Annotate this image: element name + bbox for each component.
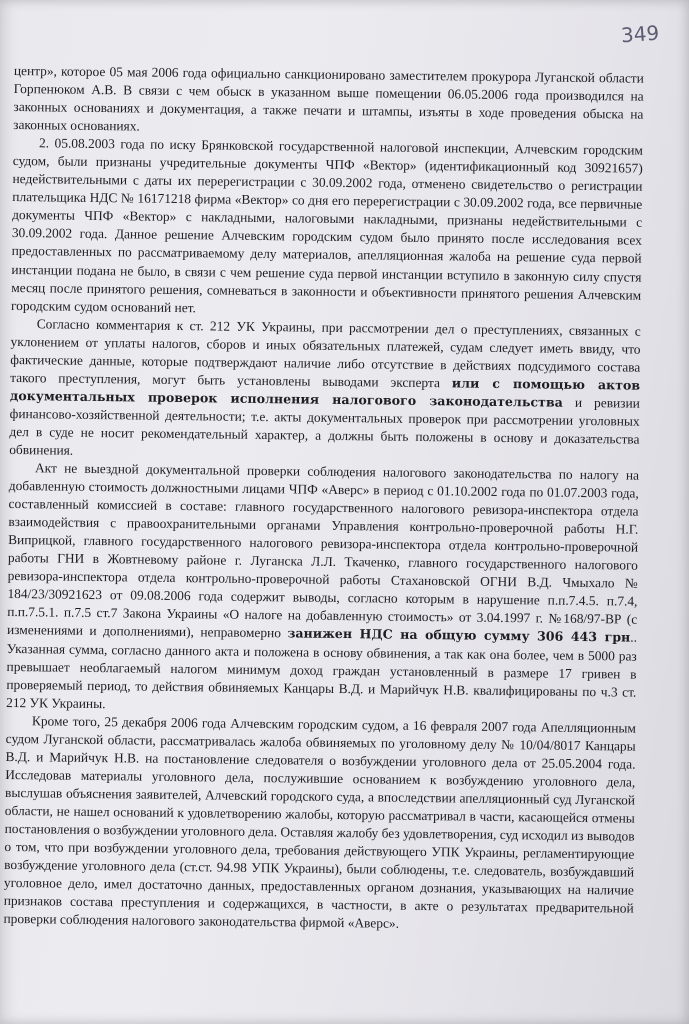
paragraph-4-text-a: Акт не выездной документальной проверки соблюдения налогового законодательства по налогу на добавленную стоимость должностными лицами ЧПФ «Аверс» в период с 01.10.2002 года по 01.07.2003 года, составленный комиссией в составе: главного государственного налогового ревизора-инспектора отдела взаимодействия с правоохранительными органами Управления контрольно-проверочной работы Н.Г. Виприцкой, главного государственного налогового ревизора-инспектора отдела контрольно-проверочной работы ГНИ в Жовтневому районе г. Луганска Л.Л. Ткаченко, главного государственного налогового ревизора-инспектора отдела контрольно-проверочной работы Стахановской ОГНИ В.Д. Чмыхало № 184/23/30921623 от 09.08.2006 года содержит выводы, согласно которым в нарушение п.п.7.4.5. п.7.4, п.п.7.5.1. п.7.5 ст.7 Закона Украины «О налоге на добавленную стоимость» от 3.04.1997 г. №168/97-ВР (с изменениями и дополнениями), неправомерно xyxy=(6,460,640,641)
document-body xyxy=(3,62,644,936)
paragraph-3 xyxy=(9,315,641,467)
paragraph-2: 2. 05.08.2003 года по иску Брянковской государственной налоговой инспекции, Алчевским городским судом, были признаны учредительные документы ЧПФ «Вектор» (идентификационный код 30921657) недействительными с даты их перерегистрации с 30.09.2002 года, отменено свидетельство о регистрации плательщика НДС № 16171218 фирма «Вектор» со дня его перерегистрации с 30.09.2002 года, все первичные документы ЧПФ «Вектор» с накладными, налоговыми накладными, признаны недействительными с 30.09.2002 года. Данное решение Алчевским городским судом было принято после исследования всех предоставленных по рассматриваемому делу материалов, апелляционная жалоба на решение суда первой инстанции подана не было, в связи с чем решение суда первой инстанции вступило в законную силу спустя месяц после принятого решения, сомневаться в законности и объективности принятого решения Алчевским городским судом оснований нет. xyxy=(10,135,644,315)
handwritten-page-number: 349 xyxy=(620,20,660,48)
paragraph-1: центр», которое 05 мая 2006 года официально санкционировано заместителем прокурора Луганской области Горпенюком А.В. В связи с чем обыск в указанном выше помещении 06.05.2006 года производился на законных основаниях и документация, а также печати и штампы, изъяты в ходе проведения обыска на законных основаниях. xyxy=(13,62,644,134)
paragraph-3-bold: или с помощью актов документальных проверок исполнения налогового законодательства xyxy=(9,375,641,410)
paragraph-4 xyxy=(6,459,639,719)
paragraph-3-text-a: Согласно комментария к ст. 212 УК Украины, при рассмотрении дел о преступлениях, связанных с уклонением от уплаты налогов, сборов и иных обязательных платежей, судам следует иметь ввиду, что фактические данные, которые подтверждают наличие либо отсутствие в действиях подсудимого состава такого преступления, могут быть установлены выводами эксперта xyxy=(10,315,641,391)
paragraph-4-text-b: .. Указанная сумма, согласно данного акта и положена в основу обвинения, а так как она более, чем в 5000 раз превышает необлагаемый налогом минимум доход граждан установленный в размере 17 гривен в проверяемый период, то действия обвиняемых Канцары В.Д. и Марийчук Н.В. квалифицированы по ч.3 ст. 212 УК Украины. xyxy=(6,630,638,711)
paragraph-4-bold: занижен НДС на общую сумму 306 443 грн xyxy=(287,625,631,646)
paragraph-3-text-b: и ревизии финансово-хозяйственной деятельности; т.е. акты документальных проверок при рассмотрении уголовных дел в суде не носит рекомендательный характер, а должны быть положены в основу и доказательства обвинения. xyxy=(9,394,640,458)
paragraph-5: Кроме того, 25 декабря 2006 года Алчевским городским судом, а 16 февраля 2007 года Апелляционным судом Луганской области, рассматривалась жалоба обвиняемых по уголовному делу № 10/04/8017 Канцары В.Д. и Марийчук Н.В. на постановление следователя о возбуждении уголовного дела от 25.05.2004 года. Исследовав материалы уголовного дела, послужившие основанием к возбуждению уголовного дела, выслушав объяснения заявителей, Алчевский городского суда, а впоследствии апелляционный суд Луганской области, не нашел оснований к удовлетворению жалобы, которую рассматривал в части, касающейся отмены постановления о возбуждении уголовного дела. Оставляя жалобу без удовлетворения, суд исходил из выводов о том, что при возбуждении уголовного дела, требования действующего УПК Украины, регламентирующие возбуждение уголовного дела (ст.ст. 94.98 УПК Украины), были соблюдены, т.е. следователь, возбуждавший уголовное дело, имел достаточно данных, предоставленных органом дознания, указывающих на наличие признаков состава преступления и содержащихся, в частности, в акте о результатах предварительной проверки соблюдения налогового законодательства фирмой «Аверс». xyxy=(3,712,637,931)
